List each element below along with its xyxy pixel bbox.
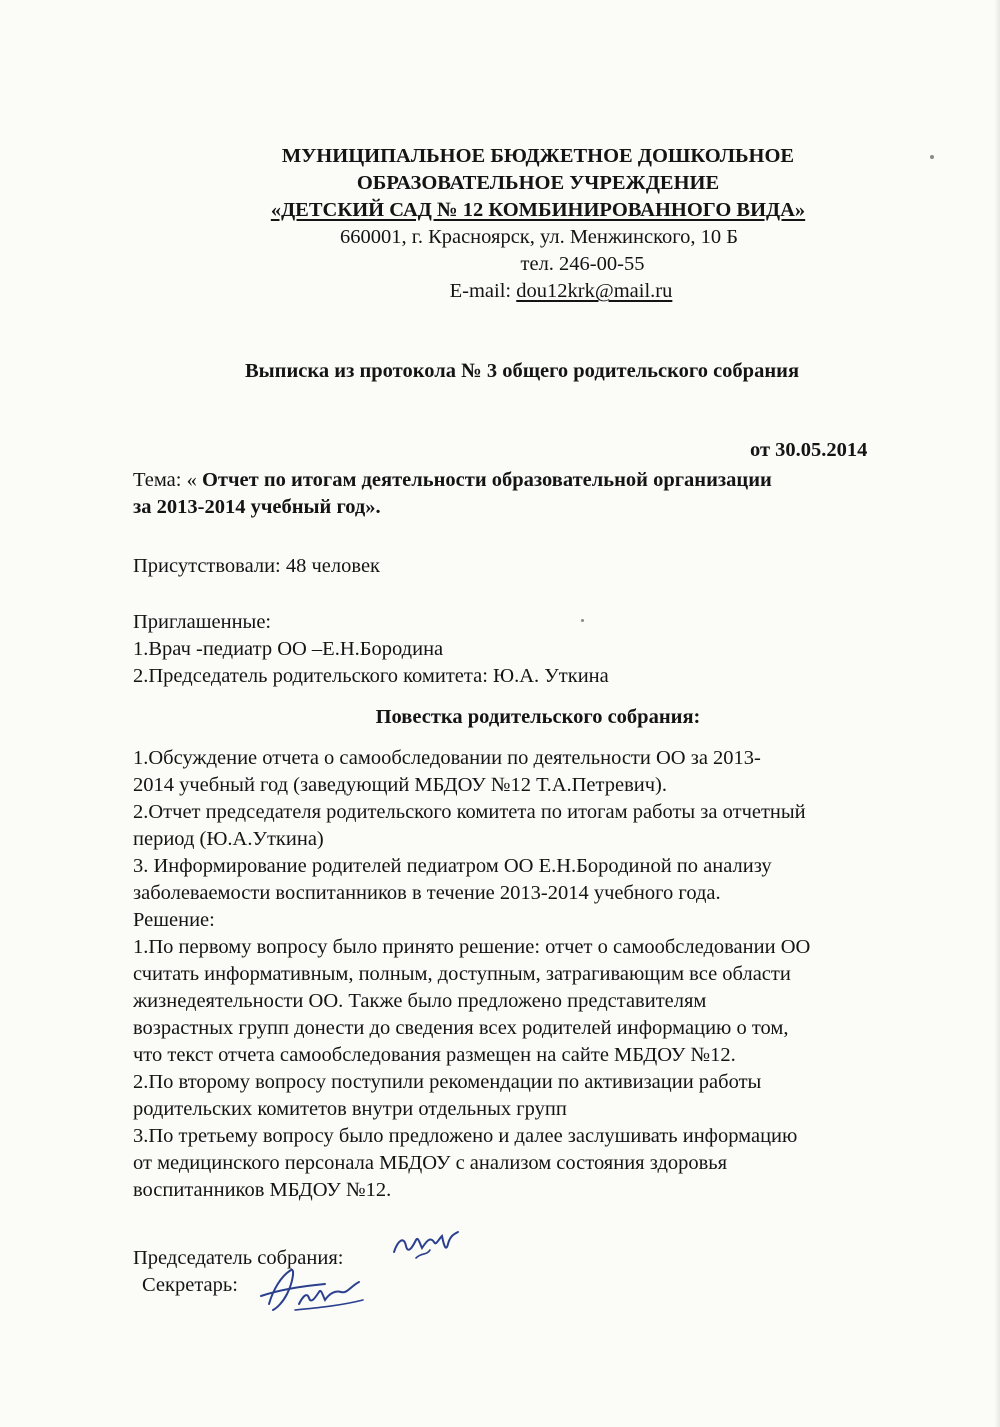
protocol-title: Выписка из протокола № 3 общего родительского собрания xyxy=(245,360,800,382)
organization-header xyxy=(0,143,1000,305)
org-email-line xyxy=(0,278,1000,305)
decision-line: родительских комитетов внутри отдельных групп xyxy=(133,1098,567,1120)
secretary-signature xyxy=(255,1260,375,1320)
decision-line: воспитанников МБДОУ №12. xyxy=(133,1179,392,1201)
topic-text-1: Отчет по итогам деятельности образовательной организации xyxy=(201,469,772,491)
invited-block xyxy=(133,609,953,690)
email-label: E-mail: xyxy=(449,280,517,302)
agenda-list xyxy=(133,745,953,1204)
invited-item: 2.Председатель родительского комитета: Ю.А. Уткина xyxy=(133,665,609,687)
chair-label: Председатель собрания: xyxy=(133,1247,344,1269)
agenda-line: 1.Обсуждение отчета о самообследовании по деятельности ОО за 2013- xyxy=(133,747,761,769)
agenda-line: 2.Отчет председателя родительского комитета по итогам работы за отчетный xyxy=(133,801,806,823)
decision-line: 2.По второму вопросу поступили рекомендации по активизации работы xyxy=(133,1071,762,1093)
topic-line-2 xyxy=(133,496,381,519)
org-phone: тел. 246-00-55 xyxy=(520,253,645,275)
protocol-date: от 30.05.2014 xyxy=(750,439,868,461)
agenda-line: 2014 учебный год (заведующий МБДОУ №12 Т.А.Петревич). xyxy=(133,774,668,796)
decision-line: считать информативным, полным, доступным, затрагивающим все области xyxy=(133,963,791,985)
decision-line: 3.По третьему вопросу было предложено и далее заслушивать информацию xyxy=(133,1125,798,1147)
org-name-line-2: ОБРАЗОВАТЕЛЬНОЕ УЧРЕЖДЕНИЕ xyxy=(356,172,720,194)
org-name-line-1: МУНИЦИПАЛЬНОЕ БЮДЖЕТНОЕ ДОШКОЛЬНОЕ xyxy=(281,145,795,167)
email-link[interactable]: dou12krk@mail.ru xyxy=(516,280,673,302)
topic-text-2: за 2013-2014 учебный год». xyxy=(133,496,381,518)
agenda-line: 3. Информирование родителей педиатром ОО Е.Н.Бородиной по анализу xyxy=(133,855,772,877)
agenda-line: период (Ю.А.Уткина) xyxy=(133,828,324,850)
secretary-label: Секретарь: xyxy=(142,1274,238,1296)
attendance: Присутствовали: 48 человек xyxy=(133,555,381,577)
decision-line: возрастных групп донести до сведения всех родителей информацию о том, xyxy=(133,1017,789,1039)
agenda-line: заболеваемости воспитанников в течение 2013-2014 учебного года. xyxy=(133,882,721,904)
topic-label: Тема: « xyxy=(133,469,202,491)
decision-line: жизнедеятельности ОО. Также было предложено представителям xyxy=(133,990,707,1012)
decision-line: что текст отчета самообследования размещен на сайте МБДОУ №12. xyxy=(133,1044,736,1066)
decision-line: 1.По первому вопросу было принято решение: отчет о самообследовании ОО xyxy=(133,936,811,958)
topic-line-1 xyxy=(133,469,772,492)
org-address: 660001, г. Красноярск, ул. Менжинского, 10 Б xyxy=(339,226,739,248)
agenda-title: Повестка родительского собрания: xyxy=(375,706,701,728)
org-name-line-3: «ДЕТСКИЙ САД № 12 КОМБИНИРОВАННОГО ВИДА» xyxy=(270,199,806,221)
decision-line: от медицинского персонала МБДОУ с анализом состояния здоровья xyxy=(133,1152,728,1174)
invited-title: Приглашенные: xyxy=(133,611,272,633)
chair-signature xyxy=(386,1222,466,1272)
decision-title: Решение: xyxy=(133,909,215,931)
invited-item: 1.Врач -педиатр ОО –Е.Н.Бородина xyxy=(133,638,444,660)
